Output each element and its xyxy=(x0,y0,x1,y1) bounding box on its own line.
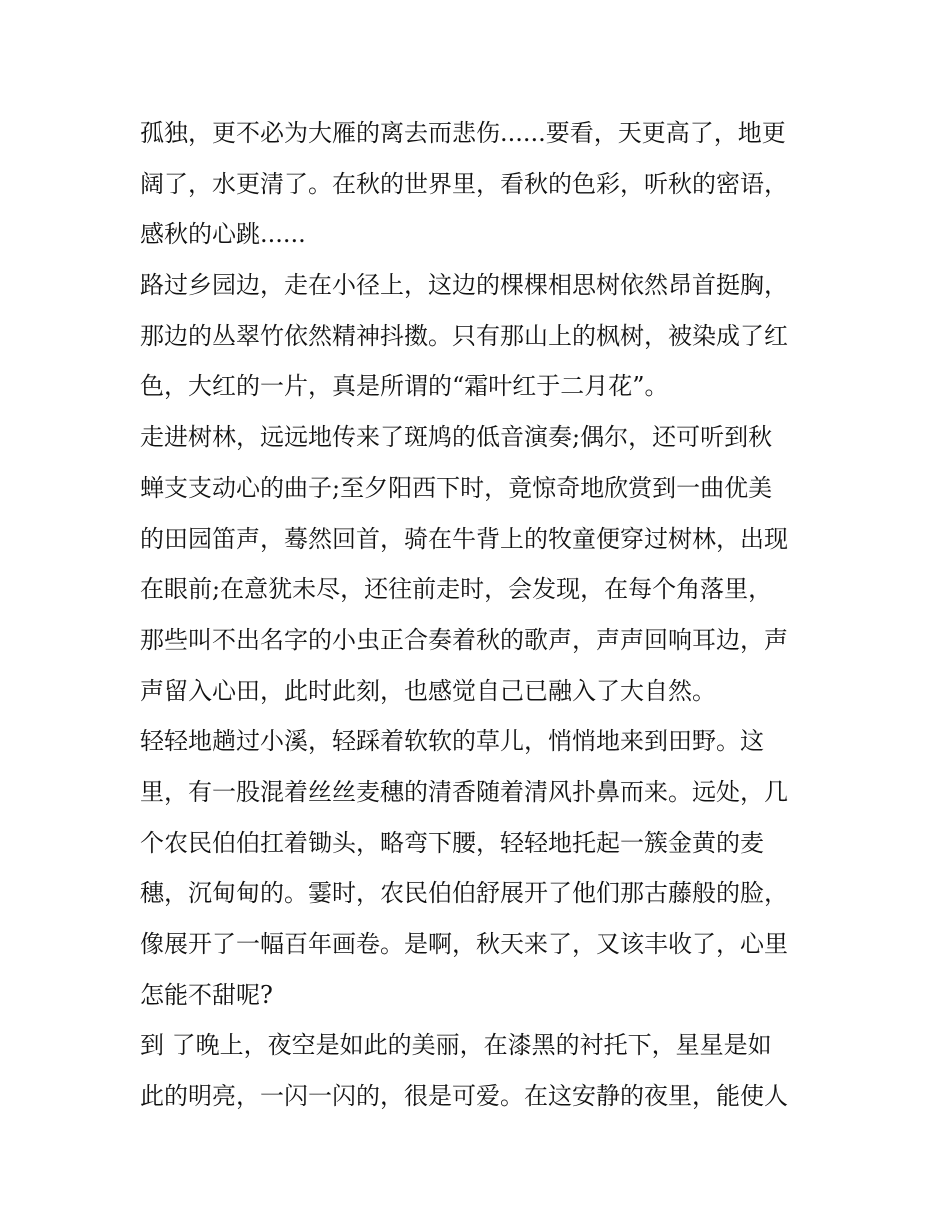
text-line: 到 了晚上，夜空是如此的美丽，在漆黑的衬托下，星星是如 xyxy=(140,1031,772,1060)
body-text xyxy=(140,108,820,1122)
text-line: 声留入心田，此时此刻，也感觉自己已融入了大自然。 xyxy=(140,676,716,705)
text-line: 阔了，水更清了。在秋的世界里，看秋的色彩，听秋的密语， xyxy=(140,169,788,198)
text-line: 感秋的心跳...... xyxy=(140,220,306,249)
text-line: 色，大红的一片，真是所谓的“霜叶红于二月花”。 xyxy=(140,372,669,401)
text-line: 穗，沉甸甸的。霎时，农民伯伯舒展开了他们那古藤般的脸， xyxy=(140,879,788,908)
text-line: 像展开了一幅百年画卷。是啊，秋天来了，又该丰收了，心里 xyxy=(140,930,788,958)
text-line: 蝉支支动心的曲子;至夕阳西下时，竟惊奇地欣赏到一曲优美 xyxy=(140,473,773,502)
text-line: 此的明亮，一闪一闪的，很是可爱。在这安静的夜里，能使人 xyxy=(140,1082,788,1111)
text-line: 个农民伯伯扛着锄头，略弯下腰，轻轻地托起一簇金黄的麦 xyxy=(140,828,764,857)
text-line: 孤独，更不必为大雁的离去而悲伤......要看，天更高了，地更 xyxy=(140,119,786,147)
text-line: 那些叫不出名字的小虫正合奏着秋的歌声，声声回响耳边，声 xyxy=(140,625,788,654)
text-line: 怎能不甜呢? xyxy=(140,980,273,1009)
text-line: 那边的丛翠竹依然精神抖擞。只有那山上的枫树，被染成了红 xyxy=(140,321,788,350)
text-line: 里，有一股混着丝丝麦穗的清香随着清风扑鼻而来。远处，几 xyxy=(140,777,788,806)
text-line: 的田园笛声，蓦然回首，骑在牛背上的牧童便穿过树林，出现 xyxy=(140,524,788,553)
text-line: 路过乡园边，走在小径上，这边的棵棵相思树依然昂首挺胸， xyxy=(140,271,788,300)
text-line: 走进树林，远远地传来了斑鸠的低音演奏;偶尔，还可听到秋 xyxy=(140,423,773,452)
text-line: 轻轻地趟过小溪，轻踩着软软的草儿，悄悄地来到田野。这 xyxy=(140,727,764,756)
text-line: 在眼前;在意犹未尽，还往前走时，会发现，在每个角落里， xyxy=(140,575,773,604)
